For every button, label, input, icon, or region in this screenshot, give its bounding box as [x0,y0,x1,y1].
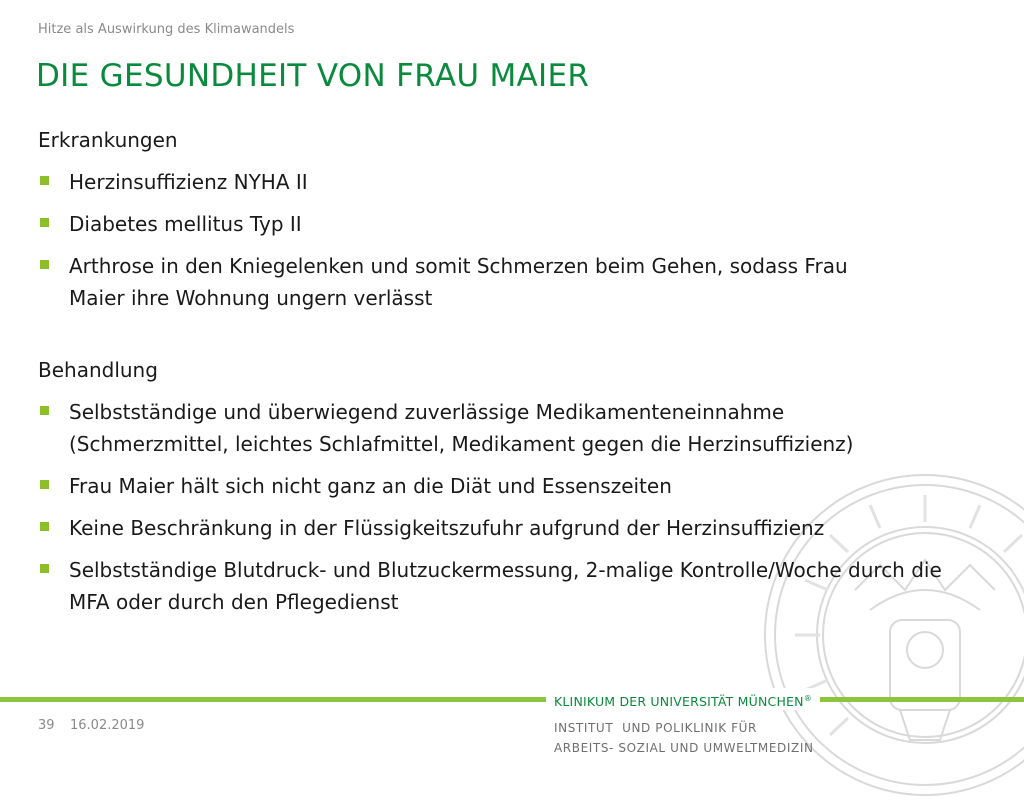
list-item-text: Selbstständige Blutdruck- und Blutzuckermessung, 2-malige Kontrolle/Woche durch die MFA oder durch den Pflegedienst [69,558,942,614]
footer-brand-text: KLINIKUM DER UNIVERSITÄT MÜNCHEN [554,694,804,710]
footer-divider [0,697,1024,702]
list-item [38,512,978,544]
footer-date: 16.02.2019 [70,718,145,733]
list-item-text: Arthrose in den Kniegelenken und somit Schmerzen beim Gehen, sodass Frau Maier ihre Wohnung ungern verlässt [69,254,848,310]
list-item-text: Selbstständige und überwiegend zuverlässige Medikamenteneinnahme (Schmerzmittel, leichtes Schlafmittel, Medikament gegen die Herzinsuffizienz) [69,400,854,456]
bullet-list-erkrankungen [38,166,978,314]
footer-brand-box [546,688,820,710]
list-item-text: Keine Beschränkung in der Flüssigkeitszufuhr aufgrund der Herzinsuffizienz [69,516,825,540]
list-item [38,470,978,502]
list-item-text: Frau Maier hält sich nicht ganz an die Diät und Essenszeiten [69,474,672,498]
list-item [38,166,978,198]
list-item-text: Herzinsuffizienz NYHA II [69,170,308,194]
slide-content [38,128,978,628]
list-item [38,554,978,618]
section-heading-erkrankungen: Erkrankungen [38,128,178,152]
square-bullet-icon [40,218,49,227]
bullet-list-behandlung [38,396,978,618]
page-number: 39 [38,718,55,733]
section-heading-behandlung: Behandlung [38,358,158,382]
square-bullet-icon [40,260,49,269]
institute-line-1: INSTITUT UND POLIKLINIK FÜR [554,721,757,735]
square-bullet-icon [40,564,49,573]
institute-line-2: ARBEITS- SOZIAL UND UMWELTMEDIZIN [554,741,814,755]
registered-mark: ® [803,694,812,703]
list-item [38,396,978,460]
square-bullet-icon [40,522,49,531]
square-bullet-icon [40,480,49,489]
square-bullet-icon [40,406,49,415]
footer-institute [554,718,814,758]
list-item-text: Diabetes mellitus Typ II [69,212,302,236]
page-title: DIE GESUNDHEIT VON FRAU MAIER [36,58,590,94]
square-bullet-icon [40,176,49,185]
footer-brand [554,694,812,709]
breadcrumb: Hitze als Auswirkung des Klimawandels [38,22,295,37]
list-item [38,250,978,314]
list-item [38,208,978,240]
